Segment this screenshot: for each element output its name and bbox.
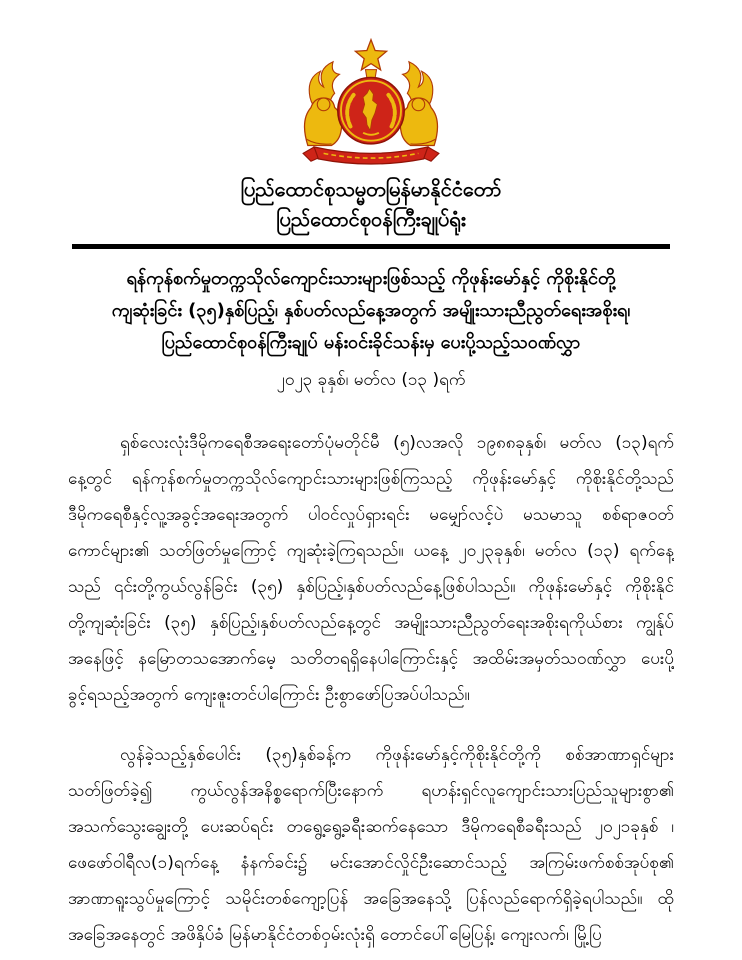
body-line: ခွင့်ရသည့်အတွက် ကျေးဇူးတင်ပါကြောင်း ဦးစွာဖော်ပြအပ်ပါသည်။	[68, 685, 470, 705]
body-line: အနေဖြင့် နမြောတသအောက်မေ့ သတိတရရှိနေပါကြောင်းနှင့် အထိမ်းအမှတ်သဝဏ်လွှာ ပေးပို့	[68, 649, 674, 669]
title-line-2: ကျဆုံးခြင်း (၃၅)နှစ်ပြည့်၊ နှစ်ပတ်လည်နေ့အတွက် အမျိုးသားညီညွတ်ရေးအစိုးရ၊	[111, 300, 631, 321]
title-line-1: ရန်ကုန်စက်မှုတက္ကသိုလ်ကျောင်းသားများဖြစ်သည့် ကိုဖုန်းမော်နှင့် ကိုစိုးနိုင်တို့	[126, 268, 616, 289]
horizontal-rule	[72, 244, 670, 249]
body-line: နေ့တွင် ရန်ကုန်စက်မှုတက္ကသိုလ်ကျောင်းသားများဖြစ်ကြသည့် ကိုဖုန်းမော်နှင့် ကိုစိုးနိုင်တို့သည်	[68, 469, 674, 489]
body-line: ကောင်များ၏ သတ်ဖြတ်မှုကြောင့် ကျဆုံးခဲ့ကြရသည်။ ယနေ့ ၂၀၂၃ခုနှစ်၊ မတ်လ (၁၃) ရက်နေ့	[68, 541, 674, 561]
body-line: ဖေဖော်ဝါရီလ(၁)ရက်နေ့ နံနက်ခင်း၌ မင်းအောင်လှိုင်ဦးဆောင်သည့် အကြမ်းဖက်စစ်အုပ်စု၏	[68, 853, 674, 873]
body-line: သတ်ဖြတ်ခဲ့၍ ကွယ်လွန်အနိစ္စရောက်ပြီးနောက် ရဟန်းရှင်လူကျောင်းသားပြည်သူများစွာ၏	[68, 781, 674, 801]
body-line: ဒီမိုကရေစီနှင့်လူ့အခွင့်အရေးအတွက် ပါဝင်လှုပ်ရှားရင်း မမျှော်လင့်ပဲ မသမာသူ စစ်ရာဇဝတ်	[68, 505, 674, 525]
title-block	[0, 263, 742, 359]
emblem-container	[0, 0, 742, 166]
title-line-3: ပြည်ထောင်စုဝန်ကြီးချုပ် မန်းဝင်းခိုင်သန်းမှ ပေးပို့သည့်သဝဏ်လွှာ	[161, 332, 581, 353]
body-line: တို့ကျဆုံးခြင်း (၃၅) နှစ်ပြည့်၊နှစ်ပတ်လည်နေ့တွင် အမျိုးသားညီညွတ်ရေးအစိုးရကိုယ်စား ကျွန်ုပ်	[68, 613, 674, 633]
body-line: ရှစ်လေးလုံးဒီမိုကရေစီအရေးတော်ပုံမတိုင်မီ (၅)လအလို ၁၉၈၈ခုနှစ်၊ မတ်လ (၁၃)ရက်	[120, 433, 674, 453]
body-line: အသက်သွေးချွေးတို့ ပေးဆပ်ရင်း တရွေ့ရွေ့ခရီးဆက်နေသော ဒီမိုကရေစီခရီးသည် ၂၀၂၁ခုနှစ် ၊	[68, 817, 674, 837]
body-line: လွန်ခဲ့သည့်နှစ်ပေါင်း (၃၅)နှစ်ခန့်က ကိုဖုန်းမော်နှင့်ကိုစိုးနိုင်တို့ကို စစ်အာဏာရှင်များ	[120, 745, 674, 765]
header-line-2: ပြည်ထောင်စုဝန်ကြီးချုပ်ရုံး	[276, 207, 466, 231]
paragraph-1	[68, 425, 674, 713]
date-line: ၂၀၂၃ ခုနှစ်၊ မတ်လ (၁၃ )ရက်	[276, 370, 466, 390]
body-line: အခြေအနေတွင် အဖိနှိပ်ခံ မြန်မာနိုင်ငံတစ်ဝှမ်းလုံးရှိ တောင်ပေါ်မြေပြန့်၊ ကျေးလက်၊ မြို့ပြ	[68, 925, 602, 945]
body-line: သည် ၎င်းတို့ကွယ်လွန်ခြင်း (၃၅) နှစ်ပြည့်၊နှစ်ပတ်လည်နေ့ဖြစ်ပါသည်။ ကိုဖုန်းမော်နှင့် ကိုစိုးနိုင်	[68, 577, 674, 597]
paragraph-2	[68, 737, 674, 953]
header-line-1: ပြည်ထောင်စုသမ္မတမြန်မာနိုင်ငံတော်	[240, 177, 502, 201]
body-line: အာဏာရူးသွပ်မှုကြောင့် သမိုင်းတစ်ကျော့ပြန် အခြေအနေသို့ ပြန်လည်ရောက်ရှိခဲ့ရပါသည်။ ထို	[68, 889, 674, 909]
myanmar-state-seal-icon	[292, 38, 450, 166]
